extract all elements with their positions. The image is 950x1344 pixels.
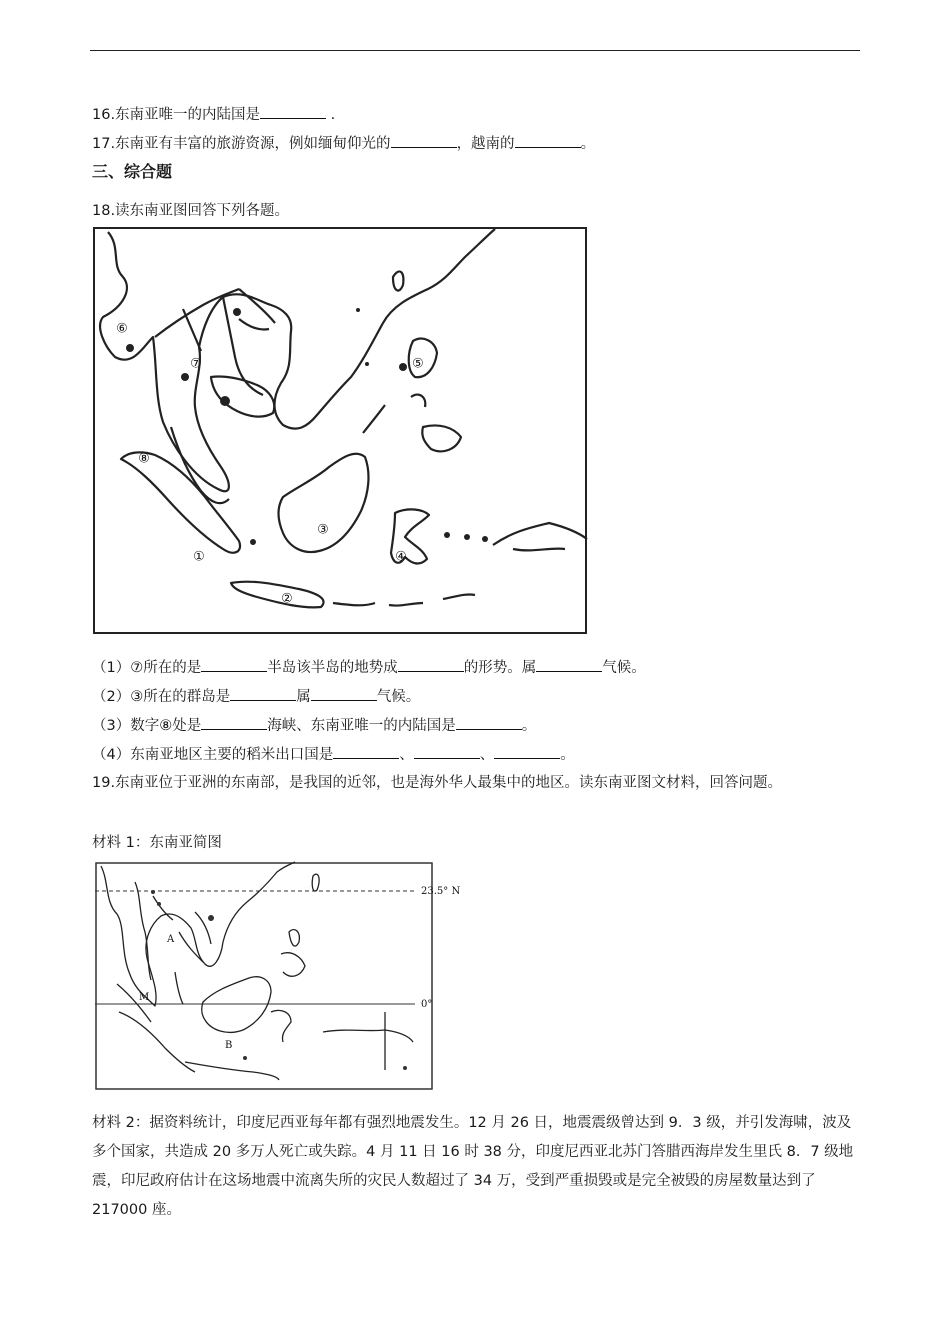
map-label-4: ④: [395, 549, 407, 565]
q16-text: 16.东南亚唯一的内陆国是: [92, 107, 261, 123]
q16-end: .: [326, 107, 336, 123]
q18-part-2: [92, 686, 420, 707]
answer-blank: [515, 133, 581, 148]
answer-blank: [201, 657, 267, 672]
lat-tropic-label: 23.5° N: [421, 886, 461, 897]
header-rule: [90, 50, 860, 51]
answer-blank: [414, 744, 480, 759]
q18-p3-b: 海峡、东南亚唯一的内陆国是: [267, 718, 456, 734]
southeast-asia-map-2: [95, 862, 461, 1090]
q18-stem: 18.读东南亚图回答下列各题。: [92, 203, 290, 219]
map2-label-B: B: [225, 1040, 233, 1051]
answer-blank: [398, 657, 464, 672]
map2-label-A: A: [167, 934, 175, 945]
answer-blank: [311, 686, 377, 701]
q17-mid: ，越南的: [456, 136, 515, 152]
southeast-asia-map-1: [93, 227, 588, 635]
map-label-8: ⑧: [138, 451, 150, 467]
map-label-5: ⑤: [412, 356, 424, 372]
q18-p1-c: 的形势。属: [463, 660, 537, 676]
answer-blank: [230, 686, 296, 701]
question-16: [92, 104, 335, 125]
material-2: 材料 2：据资料统计，印度尼西亚每年都有强烈地震发生。12 月 26 日，地震震级曾达到 9．3 级，并引发海啸，波及多个国家，共造成 20 多万人死亡或失踪。4 月 11 日 16 时 38 分，印度尼西亚北苏门答腊西海岸发生里氏 8．7 级地震，印尼政府估计在这场地震中流离失所的灾民人数超过了 34 万，受到严重损毁或是完全被毁的房屋数量达到了 217000 座。: [92, 1115, 854, 1218]
q18-p2-a: （2）③所在的群岛是: [92, 689, 231, 705]
q18-p2-b: 属: [296, 689, 311, 705]
q17-end: 。: [580, 136, 596, 152]
section-title: 三、综合题: [92, 162, 173, 181]
q18-p1-d: 气候。: [602, 660, 646, 676]
answer-blank: [201, 715, 267, 730]
q18-part-4: [92, 744, 575, 765]
q18-p3-a: （3）数字⑧处是: [92, 718, 202, 734]
map-label-3: ③: [317, 522, 329, 538]
answer-blank: [494, 744, 560, 759]
q18-p1-b: 半岛该半岛的地势成: [267, 660, 398, 676]
map2-label-M: M: [139, 992, 150, 1003]
q18-p2-c: 气候。: [376, 689, 421, 705]
question-17: [92, 133, 595, 154]
q18-p4-end: 。: [560, 747, 575, 763]
answer-blank: [333, 744, 399, 759]
map-label-2: ②: [281, 591, 293, 607]
map-label-6: ⑥: [116, 321, 128, 337]
answer-blank: [456, 715, 522, 730]
answer-blank: [260, 104, 326, 119]
map-label-7: ⑦: [190, 356, 202, 372]
map-label-1: ①: [193, 549, 205, 565]
q18-p3-c: 。: [521, 718, 537, 734]
equator-label: 0°: [421, 999, 433, 1010]
q18-p1-a: （1）⑦所在的是: [92, 660, 202, 676]
q18-p4-sep2: 、: [479, 747, 495, 763]
q18-part-1: [92, 657, 646, 678]
answer-blank: [391, 133, 457, 148]
q19-stem: 19.东南亚位于亚洲的东南部，是我国的近邻，也是海外华人最集中的地区。读东南亚图文材料，回答问题。: [92, 775, 783, 791]
answer-blank: [536, 657, 602, 672]
q17-text: 17.东南亚有丰富的旅游资源，例如缅甸仰光的: [92, 136, 391, 152]
material-1-label: 材料 1：东南亚简图: [92, 835, 222, 851]
q18-p4-a: （4）东南亚地区主要的稻米出口国是: [92, 747, 334, 763]
q18-part-3: [92, 715, 536, 736]
q18-p4-sep1: 、: [399, 747, 414, 763]
